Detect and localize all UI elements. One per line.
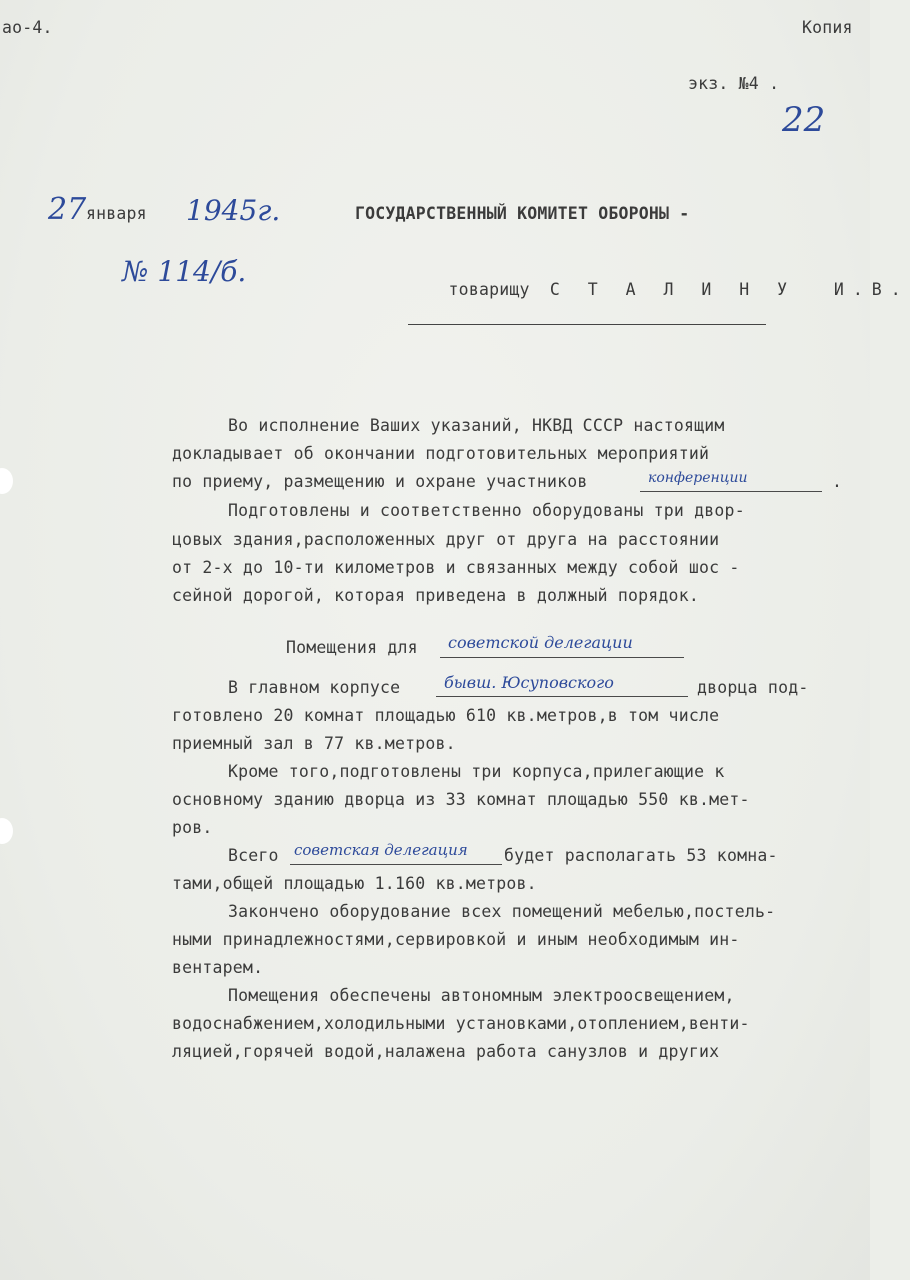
body-line: докладывает об окончании подготовительных мероприятий xyxy=(172,444,710,463)
addressee-org: ГОСУДАРСТВЕННЫЙ КОМИТЕТ ОБОРОНЫ - xyxy=(355,204,690,223)
body-line: по приему, размещению и охране участников xyxy=(172,472,588,491)
body-line-end: . xyxy=(832,472,843,491)
body-line: основному зданию дворца из 33 комнат площадью 550 кв.мет- xyxy=(172,790,750,809)
doc-code: ао-4. xyxy=(2,18,53,37)
body-line: будет располагать 53 комна- xyxy=(504,846,778,865)
body-line: ными принадлежностями,сервировкой и иным необходимым ин- xyxy=(172,930,740,949)
date-day-handwritten: 27 xyxy=(48,192,87,227)
body-line: водоснабжением,холодильными установками,отоплением,венти- xyxy=(172,1014,750,1033)
body-line: цовых здания,расположенных друг от друга на расстоянии xyxy=(172,530,720,549)
body-line: ляцией,горячей водой,налажена работа санузлов и других xyxy=(172,1042,720,1061)
doc-number-handwritten: № 114/б. xyxy=(122,255,247,288)
blank-line xyxy=(290,864,502,865)
body-line: Кроме того,подготовлены три корпуса,прилегающие к xyxy=(228,762,725,781)
sheet-number-handwritten: 22 xyxy=(782,100,826,140)
handwritten-fill: советской делегации xyxy=(448,633,633,652)
body-line: дворца под- xyxy=(697,678,809,697)
body-line: Закончено оборудование всех помещений мебелью,постель- xyxy=(228,902,776,921)
body-line: Всего xyxy=(228,846,279,865)
punch-hole xyxy=(0,468,13,494)
body-line: Подготовлены и соответственно оборудованы три двор- xyxy=(228,501,745,520)
punch-hole xyxy=(0,818,13,844)
body-line: сейной дорогой, которая приведена в должный порядок. xyxy=(172,586,699,605)
blank-line xyxy=(640,491,822,492)
body-line: Помещения обеспечены автономным электроосвещением, xyxy=(228,986,735,1005)
body-line: от 2-х до 10-ти километров и связанных между собой шос - xyxy=(172,558,740,577)
body-line: приемный зал в 77 кв.метров. xyxy=(172,734,456,753)
date-year-handwritten: 1945г. xyxy=(186,194,281,227)
blank-line xyxy=(440,657,684,658)
body-line: ров. xyxy=(172,818,213,837)
handwritten-fill: конференции xyxy=(648,470,748,486)
copy-number: экз. №4 . xyxy=(688,74,780,93)
handwritten-fill: советская делегация xyxy=(294,841,468,859)
section-heading: Помещения для xyxy=(286,638,418,657)
addressee-prefix: товарищу xyxy=(448,280,530,299)
addressee-name: С Т А Л И Н У И.В. xyxy=(549,280,910,299)
body-line: Во исполнение Ваших указаний, НКВД СССР настоящим xyxy=(228,416,725,435)
copy-label: Копия xyxy=(802,18,853,37)
handwritten-fill: бывш. Юсуповского xyxy=(444,673,614,692)
body-line: готовлено 20 комнат площадью 610 кв.метров,в том числе xyxy=(172,706,720,725)
body-line: вентарем. xyxy=(172,958,264,977)
date-month: января xyxy=(86,204,147,223)
body-line: тами,общей площадью 1.160 кв.метров. xyxy=(172,874,537,893)
body-line: В главном корпусе xyxy=(228,678,401,697)
blank-line xyxy=(436,696,688,697)
addressee-line xyxy=(408,261,910,325)
